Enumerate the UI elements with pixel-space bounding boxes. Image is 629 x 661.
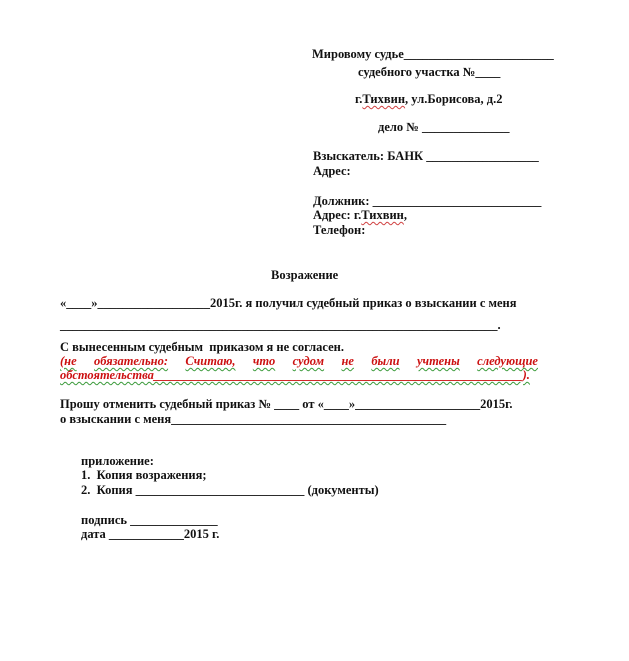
court-address-prefix: г. xyxy=(355,92,363,106)
note-word: судом xyxy=(292,354,325,368)
attachment-item-2: 2. Копия ___________________________ (документы) xyxy=(81,483,379,497)
request-line2: о взыскании с меня____________________________________________ xyxy=(60,412,447,426)
note-word: учтены xyxy=(416,354,460,368)
disagree-statement: С вынесенным судебным приказом я не согласен. xyxy=(60,340,344,354)
note-word: были xyxy=(371,354,400,368)
request-line1: Прошу отменить судебный приказ № ____ от «____»____________________2015г. xyxy=(60,397,513,411)
attachment-item-1: 1. Копия возражения; xyxy=(81,468,207,482)
note-word: обязательно: xyxy=(94,354,169,368)
date-line: дата ____________2015 г. xyxy=(81,527,220,541)
optional-note-line2: обстоятельства___________________________________________________________). xyxy=(60,368,530,382)
debtor-address-city: Тихвин xyxy=(361,208,404,222)
court-address-city: Тихвин xyxy=(362,92,406,106)
debtor-phone-line: Телефон: xyxy=(313,223,366,237)
order-subject-blank-line: ______________________________________________________________________. xyxy=(60,318,501,332)
attachments-heading: приложение: xyxy=(81,454,154,468)
court-address-rest: , ул.Борисова, д.2 xyxy=(405,92,503,106)
debtor-address-line xyxy=(313,208,407,222)
received-order-line: «____»__________________2015г. я получил судебный приказ о взыскании с меня xyxy=(60,296,517,310)
claimant-address-line: Адрес: xyxy=(313,164,351,178)
note-word: не xyxy=(341,354,354,368)
note-word: (не xyxy=(60,354,77,368)
debtor-line: Должник: ___________________________ xyxy=(313,194,542,208)
document-title: Возражение xyxy=(271,268,339,282)
note-word: следующие xyxy=(477,354,538,368)
debtor-address-suffix: , xyxy=(403,208,407,222)
case-number-line: дело № ______________ xyxy=(378,120,510,134)
judge-line: Мировому судье________________________ xyxy=(312,47,554,61)
note-word: что xyxy=(252,354,276,368)
claimant-line: Взыскатель: БАНК __________________ xyxy=(313,149,539,163)
district-line: судебного участка №____ xyxy=(358,65,501,79)
court-address xyxy=(355,92,502,106)
signature-line: подпись ______________ xyxy=(81,513,218,527)
debtor-address-prefix: Адрес: г. xyxy=(313,208,362,222)
note-word: Считаю, xyxy=(185,354,236,368)
optional-note-line1 xyxy=(60,354,538,368)
